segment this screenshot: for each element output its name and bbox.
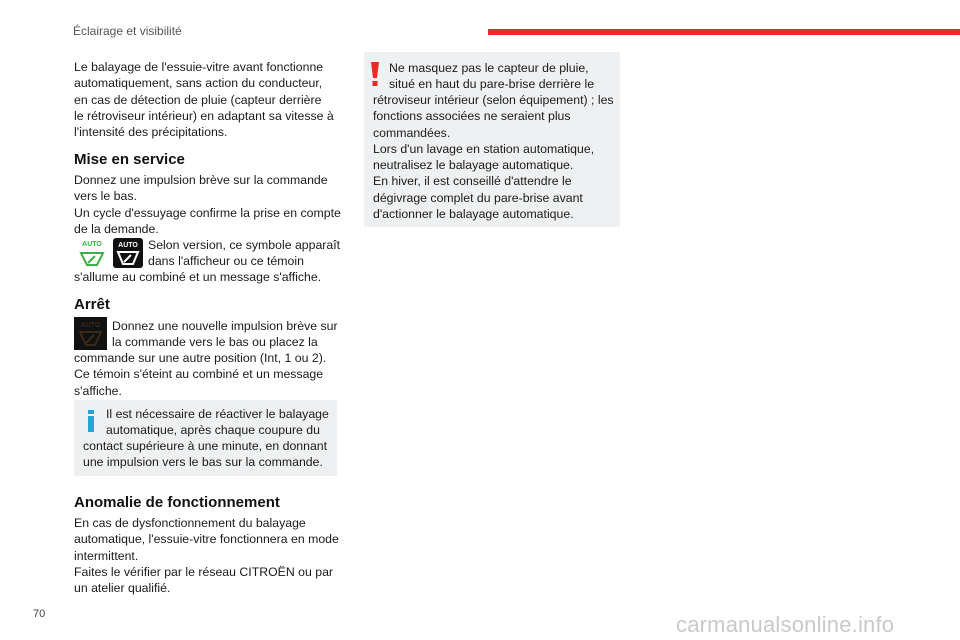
text-line: En cas de dysfonctionnement du balayage: [74, 516, 306, 530]
text-line: une impulsion vers le bas sur la commande.: [83, 455, 323, 470]
arret-text: [74, 350, 344, 399]
auto-indicator-label: AUTO: [118, 242, 138, 249]
text-line: Lors d'un lavage en station automatique,: [373, 141, 595, 156]
text-line: s'allume au combiné et un message s'affiche.: [74, 270, 322, 284]
text-line: Donnez une nouvelle impulsion brève sur: [112, 319, 338, 333]
mise-en-service-after: [74, 269, 344, 285]
auto-wiper-indicator-icon: [113, 238, 143, 268]
text-line: la commande vers le bas ou placez la: [112, 335, 318, 350]
warning-exclamation-icon: [371, 62, 379, 86]
auto-wiper-off-indicator-icon: [74, 317, 107, 350]
auto-icon-description: [148, 237, 348, 270]
text-line: automatique, après chaque coupure du: [106, 423, 320, 438]
text-line: rétroviseur intérieur (selon équipement) ; les: [373, 93, 614, 107]
arret-icon-description: [112, 318, 347, 351]
text-line: intermittent.: [74, 548, 139, 563]
auto-wiper-icon: [75, 238, 109, 268]
text-line: d'actionner le balayage automatique.: [373, 207, 574, 222]
info-box: [74, 400, 337, 476]
text-line: Ne masquez pas le capteur de pluie,: [389, 61, 589, 75]
intro-paragraph: [74, 59, 344, 140]
text-line: commandées.: [373, 125, 451, 140]
text-line: de la demande.: [74, 221, 159, 236]
watermark: carmanualsonline.info: [676, 612, 895, 637]
info-icon: [88, 410, 94, 432]
heading-anomalie: Anomalie de fonctionnement: [74, 494, 280, 511]
text-line: fonctions associées ne seraient plus: [373, 109, 571, 124]
heading-mise-en-service: Mise en service: [74, 151, 185, 168]
text-line: s'affiche.: [74, 383, 122, 398]
text-line: dans l'afficheur ou ce témoin: [148, 254, 304, 269]
text-line: Faites le vérifier par le réseau CITROËN ou par: [74, 564, 334, 579]
text-line: commande sur une autre position (Int, 1 ou 2).: [74, 351, 327, 365]
text-line: Donnez une impulsion brève sur la commande: [74, 173, 328, 187]
text-line: le rétroviseur intérieur) en adaptant sa vitesse à: [74, 108, 334, 123]
text-line: neutralisez le balayage automatique.: [373, 158, 574, 173]
text-line: Selon version, ce symbole apparaît: [148, 238, 341, 252]
mise-en-service-text: [74, 172, 344, 237]
text-line: en cas de détection de pluie (capteur derrière: [74, 92, 322, 107]
text-line: un atelier qualifié.: [74, 581, 171, 596]
text-line: dégivrage complet du pare-brise avant: [373, 190, 583, 205]
text-line: l'intensité des précipitations.: [74, 125, 228, 140]
text-line: Ce témoin s'éteint au combiné et un message: [74, 367, 324, 382]
text-line: situé en haut du pare-brise derrière le: [389, 77, 595, 92]
heading-arret: Arrêt: [74, 296, 110, 313]
anomalie-text: [74, 515, 344, 596]
auto-off-label: AUTO: [80, 322, 101, 329]
warning-box: [364, 52, 620, 227]
text-line: En hiver, il est conseillé d'attendre le: [373, 174, 572, 189]
text-line: automatique, l'essuie-vitre fonctionnera en mode: [74, 532, 339, 547]
text-line: automatiquement, sans action du conducteur,: [74, 76, 323, 91]
text-line: Un cycle d'essuyage confirme la prise en compte: [74, 205, 341, 220]
text-line: vers le bas.: [74, 189, 137, 204]
header-accent-bar: [488, 29, 960, 35]
section-title: Éclairage et visibilité: [73, 24, 182, 38]
auto-icon-label: AUTO: [82, 241, 102, 248]
page-number: 70: [33, 608, 46, 620]
text-line: Il est nécessaire de réactiver le balayage: [106, 407, 329, 421]
text-line: contact supérieure à une minute, en donnant: [83, 439, 328, 453]
text-line: Le balayage de l'essuie-vitre avant fonctionne: [74, 60, 324, 74]
